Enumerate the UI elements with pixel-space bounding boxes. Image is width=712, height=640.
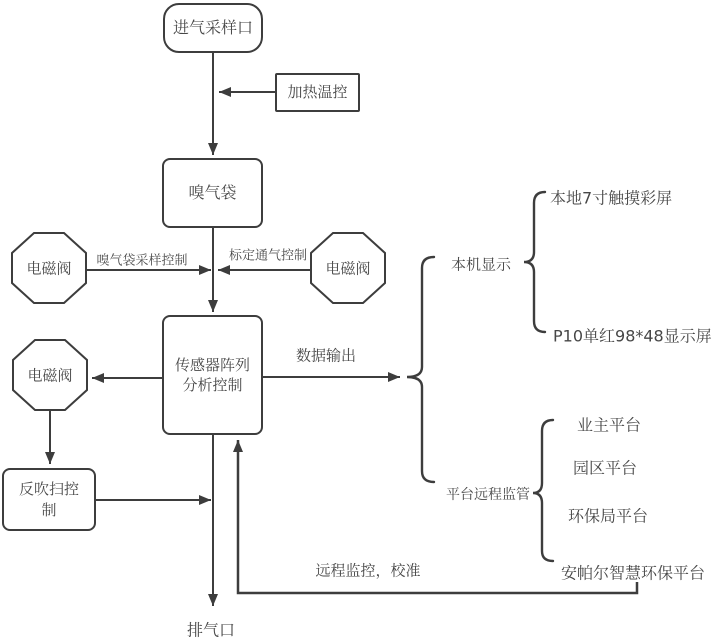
gas-bag-node	[162, 158, 263, 228]
backflush-label-line2: 制	[41, 500, 57, 519]
brace-outputs	[407, 257, 434, 482]
sensor-array-node	[162, 315, 263, 435]
leaf-epa-platform: 环保局平台	[568, 506, 649, 526]
backflush-label-line1: 反吹扫控	[18, 480, 79, 499]
solenoid-valve-purge-label: 电磁阀	[27, 366, 73, 385]
solenoid-valve-right-label: 电磁阀	[325, 259, 371, 278]
branch-label-local-display: 本机显示	[450, 255, 512, 274]
gas-bag-label: 嗅气袋	[188, 183, 237, 203]
leaf-anpaer-platform: 安帕尔智慧环保平台	[561, 563, 706, 583]
sensor-array-label-line2: 分析控制	[182, 376, 243, 394]
leaf-park-platform: 园区平台	[573, 458, 638, 478]
intake-node	[163, 3, 263, 53]
leaf-p10-display: P10单红98*48显示屏	[553, 326, 712, 346]
leaf-local-touch-screen: 本地7寸触摸彩屏	[550, 188, 673, 208]
backflush-node	[2, 468, 96, 531]
edge-label-data-output: 数据输出	[295, 346, 357, 365]
edge-label-calibration: 标定通气控制	[228, 248, 308, 264]
intake-label: 进气采样口	[172, 18, 253, 38]
leaf-owner-platform: 业主平台	[577, 415, 642, 435]
solenoid-valve-left-label: 电磁阀	[26, 259, 72, 278]
branch-label-platform-supervision: 平台远程监管	[446, 487, 530, 503]
edge-label-remote-monitoring: 远程监控，校准	[315, 561, 421, 580]
brace-platforms	[533, 420, 553, 561]
edge-label-bag-sampling: 嗅气袋采样控制	[96, 253, 188, 269]
heater-label: 加热温控	[287, 83, 348, 102]
sensor-array-label-line1: 传感器阵列	[174, 355, 250, 374]
brace-local-display	[524, 192, 545, 332]
exhaust-label: 排气口	[186, 620, 236, 640]
heater-node	[275, 73, 360, 112]
